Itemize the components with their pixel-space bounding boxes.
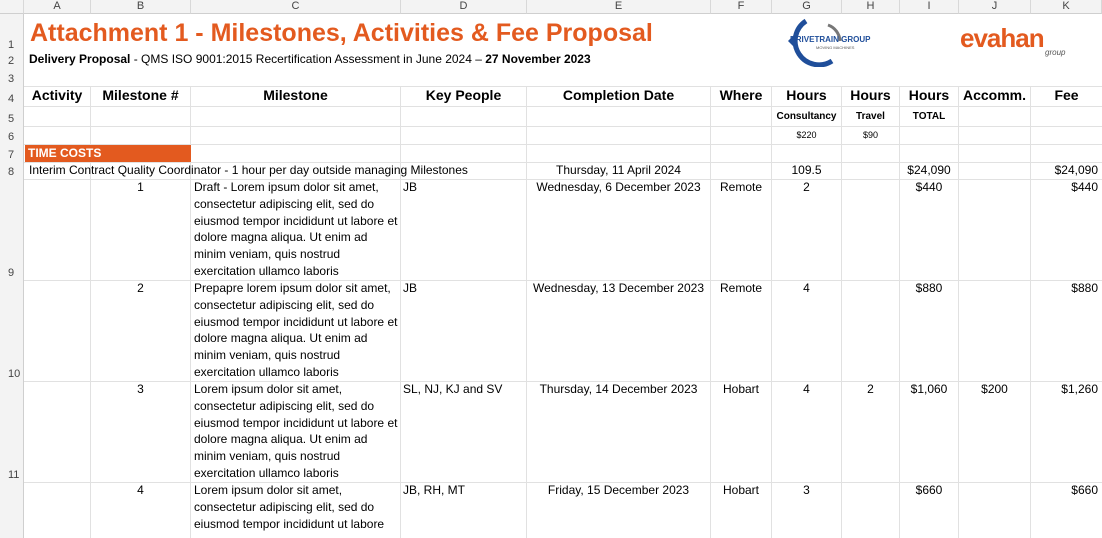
travel-rate[interactable]: $90: [862, 130, 879, 140]
milestone-4-fee[interactable]: $660: [1071, 483, 1098, 497]
interim-total[interactable]: $24,090: [907, 163, 951, 177]
subtitle-label: Delivery Proposal: [29, 52, 131, 66]
header-activity[interactable]: Activity: [31, 87, 83, 103]
interim-consultancy-hours[interactable]: 109.5: [791, 163, 822, 177]
gridline-col-d: [526, 86, 527, 538]
gridline-col-i: [958, 86, 959, 538]
header-hours-total[interactable]: Hours: [908, 87, 950, 103]
milestone-2-total[interactable]: $880: [915, 281, 943, 295]
column-header-d[interactable]: D: [401, 0, 527, 14]
milestone-1-consultancy-hours[interactable]: 2: [803, 180, 810, 194]
header-accommodation[interactable]: Accomm.: [962, 87, 1027, 103]
milestone-4-where[interactable]: Hobart: [722, 483, 760, 497]
column-header-f[interactable]: F: [711, 0, 772, 14]
row-header-6[interactable]: 6: [0, 126, 24, 144]
column-header-b[interactable]: B: [91, 0, 191, 14]
section-time-costs[interactable]: [25, 145, 191, 162]
header-completion-date[interactable]: Completion Date: [562, 87, 675, 103]
milestone-4-key-people[interactable]: JB, RH, MT: [403, 483, 465, 497]
drivetrain-logo-name: DRIVETRAIN GROUP: [790, 35, 871, 44]
milestone-4-consultancy-hours[interactable]: 3: [803, 483, 810, 497]
column-header-a[interactable]: A: [24, 0, 91, 14]
gridline-row-4: [24, 106, 1102, 107]
header-milestone[interactable]: Milestone: [263, 87, 328, 103]
subheader-consultancy[interactable]: Consultancy: [776, 111, 837, 122]
evahan-logo-tagline: group: [1045, 48, 1066, 57]
milestone-1-key-people[interactable]: JB: [403, 180, 418, 194]
milestone-2-completion-date[interactable]: Wednesday, 13 December 2023: [533, 281, 704, 295]
interim-completion-date[interactable]: Thursday, 11 April 2024: [556, 163, 681, 177]
header-where[interactable]: Where: [719, 87, 763, 103]
column-header-e[interactable]: E: [527, 0, 711, 14]
select-all-corner[interactable]: [0, 0, 24, 14]
drivetrain-logo-tagline: MOVING MACHINES: [816, 45, 855, 50]
consultancy-rate[interactable]: $220: [796, 130, 817, 140]
interim-description[interactable]: Interim Contract Quality Coordinator - 1 hour per day outside managing Milestones: [29, 163, 468, 177]
milestone-2-consultancy-hours[interactable]: 4: [803, 281, 810, 295]
column-header-i[interactable]: I: [900, 0, 959, 14]
milestone-3-travel-hours[interactable]: 2: [867, 382, 874, 396]
milestone-4-total[interactable]: $660: [915, 483, 943, 497]
drivetrain-logo: [780, 15, 878, 67]
row-header-2[interactable]: 2: [0, 52, 24, 68]
gridline-col-f: [771, 86, 772, 538]
milestone-1-completion-date[interactable]: Wednesday, 6 December 2023: [536, 180, 701, 194]
milestone-3-completion-date[interactable]: Thursday, 14 December 2023: [539, 382, 698, 396]
row-header-3[interactable]: 3: [0, 68, 24, 86]
gridline-col-h: [899, 86, 900, 538]
milestone-2-number[interactable]: 2: [137, 281, 144, 295]
subheader-travel[interactable]: Travel: [856, 111, 885, 122]
milestone-3-consultancy-hours[interactable]: 4: [803, 382, 810, 396]
column-header-c[interactable]: C: [191, 0, 401, 14]
milestone-4-completion-date[interactable]: Friday, 15 December 2023: [547, 483, 690, 497]
gridline-col-c: [400, 86, 401, 538]
header-hours-travel[interactable]: Hours: [850, 87, 891, 103]
milestone-3-number[interactable]: 3: [137, 382, 144, 396]
column-header-h[interactable]: H: [842, 0, 900, 14]
interim-fee[interactable]: $24,090: [1054, 163, 1098, 177]
header-fee[interactable]: Fee: [1054, 87, 1079, 103]
row-header-4[interactable]: 4: [0, 86, 24, 106]
header-hours-consultancy[interactable]: Hours: [786, 87, 827, 103]
gridline-row-5: [24, 126, 1102, 127]
milestone-3-where[interactable]: Hobart: [722, 382, 760, 396]
row-header-12[interactable]: [0, 482, 24, 538]
subtitle[interactable]: [29, 51, 591, 68]
row-header-9[interactable]: 9: [0, 179, 24, 280]
row-header-5[interactable]: 5: [0, 106, 24, 126]
milestone-2-description[interactable]: Prepapre lorem ipsum dolor sit amet, consectetur adipiscing elit, sed do eiusmod tempor incididunt ut labore et dolore magna aliqua. Ut enim ad minim veniam, quis nostrud exercitation ullamco laboris: [194, 281, 398, 379]
subheader-total[interactable]: TOTAL: [912, 111, 946, 122]
subtitle-text: - QMS ISO 9001:2015 Recertification Assessment in June 2024 –: [130, 52, 486, 66]
row-header-8[interactable]: 8: [0, 162, 24, 179]
header-key-people[interactable]: Key People: [425, 87, 502, 103]
section-time-costs-label: TIME COSTS: [28, 146, 102, 160]
milestone-2-where[interactable]: Remote: [719, 281, 763, 295]
milestone-1-where[interactable]: Remote: [719, 180, 763, 194]
gridline-col-j: [1030, 86, 1031, 538]
milestone-3-accommodation[interactable]: $200: [981, 382, 1008, 396]
row-header-7[interactable]: 7: [0, 144, 24, 162]
subtitle-date: 27 November 2023: [485, 52, 591, 66]
milestone-4-description[interactable]: Lorem ipsum dolor sit amet, consectetur adipiscing elit, sed do eiusmod tempor incididunt ut labore: [194, 483, 385, 531]
row-header-10[interactable]: 10: [0, 280, 24, 381]
milestone-1-total[interactable]: $440: [915, 180, 943, 194]
evahan-logo-name: evahan: [960, 23, 1044, 53]
milestone-1-fee[interactable]: $440: [1071, 180, 1098, 194]
milestone-1-number[interactable]: 1: [137, 180, 144, 194]
milestone-4-number[interactable]: 4: [137, 483, 144, 497]
gridline-col-g: [841, 86, 842, 538]
gridline-col-e: [710, 86, 711, 538]
column-header-k[interactable]: K: [1031, 0, 1102, 14]
page-title[interactable]: Attachment 1 - Milestones, Activities & Fee Proposal: [30, 19, 653, 47]
milestone-3-description[interactable]: Lorem ipsum dolor sit amet, consectetur adipiscing elit, sed do eiusmod tempor incididunt ut labore et dolore magna aliqua. Ut enim ad minim veniam, quis nostrud exercitation ullamco laboris: [194, 382, 398, 480]
column-header-j[interactable]: J: [959, 0, 1031, 14]
milestone-3-key-people[interactable]: SL, NJ, KJ and SV: [403, 382, 503, 396]
evahan-logo: [960, 24, 1078, 60]
milestone-2-key-people[interactable]: JB: [403, 281, 418, 295]
milestone-2-fee[interactable]: $880: [1071, 281, 1098, 295]
row-header-11[interactable]: 11: [0, 381, 24, 482]
milestone-3-total[interactable]: $1,060: [910, 382, 948, 396]
milestone-1-description[interactable]: Draft - Lorem ipsum dolor sit amet, consectetur adipiscing elit, sed do eiusmod tempor incididunt ut labore et dolore magna aliqua. Ut enim ad minim veniam, quis nostrud exercitation ullamco laboris: [194, 180, 398, 278]
milestone-3-fee[interactable]: $1,260: [1061, 382, 1098, 396]
column-header-g[interactable]: G: [772, 0, 842, 14]
header-milestone-number[interactable]: Milestone #: [102, 87, 179, 103]
row-header-1[interactable]: 1: [0, 14, 24, 52]
